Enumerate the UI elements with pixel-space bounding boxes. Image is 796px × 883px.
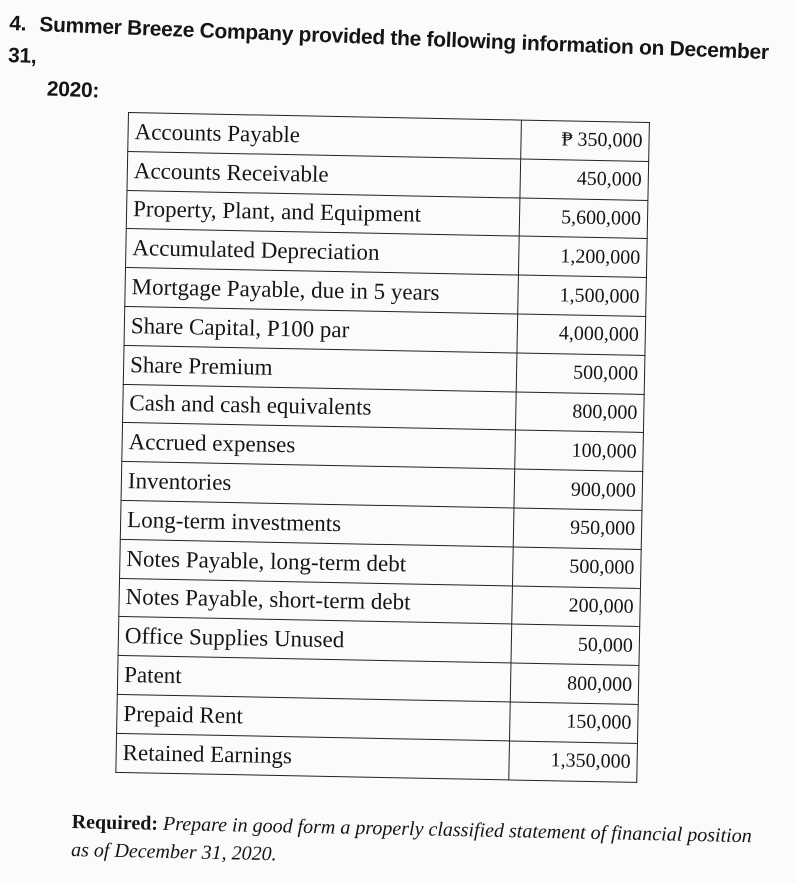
account-label: Patent <box>117 656 511 702</box>
accounts-table <box>115 112 650 782</box>
account-label: Inventories <box>121 462 515 508</box>
account-amount: 950,000 <box>513 508 642 549</box>
account-amount: 500,000 <box>516 353 645 394</box>
required-label: Required: <box>71 810 159 835</box>
question-text-line2: 2020: <box>46 77 100 103</box>
account-amount: 4,000,000 <box>517 314 646 355</box>
account-amount: 100,000 <box>515 430 644 471</box>
account-amount: 800,000 <box>510 663 639 704</box>
account-label: Share Capital, P100 par <box>124 306 518 352</box>
account-amount: 800,000 <box>515 392 644 433</box>
account-label: Office Supplies Unused <box>118 617 512 663</box>
accounts-table-body <box>116 113 650 782</box>
account-label: Accumulated Depreciation <box>126 229 520 275</box>
question-heading <box>6 8 779 133</box>
question-text-line1: Summer Breeze Company provided the following information on December 31, <box>7 13 770 69</box>
account-label: Cash and cash equivalents <box>123 384 517 430</box>
required-instructions <box>71 808 772 879</box>
account-amount: 1,350,000 <box>509 741 638 782</box>
account-label: Notes Payable, short-term debt <box>119 578 513 624</box>
account-amount: 1,500,000 <box>518 275 647 316</box>
account-label: Accounts Receivable <box>127 151 521 197</box>
question-number: 4. <box>8 11 27 36</box>
account-amount: ₱ 350,000 <box>521 120 650 161</box>
account-label: Retained Earnings <box>116 733 510 779</box>
account-label: Long-term investments <box>120 500 514 546</box>
account-amount: 900,000 <box>514 469 643 510</box>
account-label: Mortgage Payable, due in 5 years <box>125 268 519 314</box>
account-amount: 150,000 <box>510 702 639 743</box>
account-amount: 1,200,000 <box>518 236 647 277</box>
account-amount: 5,600,000 <box>519 198 648 239</box>
account-label: Property, Plant, and Equipment <box>126 190 520 236</box>
account-label: Share Premium <box>123 345 517 391</box>
required-text: Prepare in good form a properly classified statement of financial position as of December 31, 2020. <box>70 812 752 866</box>
account-label: Prepaid Rent <box>117 694 511 740</box>
accounts-table-wrapper <box>115 112 650 782</box>
account-amount: 450,000 <box>520 159 649 200</box>
account-amount: 500,000 <box>512 547 641 588</box>
account-amount: 200,000 <box>512 586 641 627</box>
account-label: Notes Payable, long-term debt <box>120 539 514 585</box>
account-label: Accounts Payable <box>128 113 522 159</box>
account-amount: 50,000 <box>511 624 640 665</box>
account-label: Accrued expenses <box>122 423 516 469</box>
